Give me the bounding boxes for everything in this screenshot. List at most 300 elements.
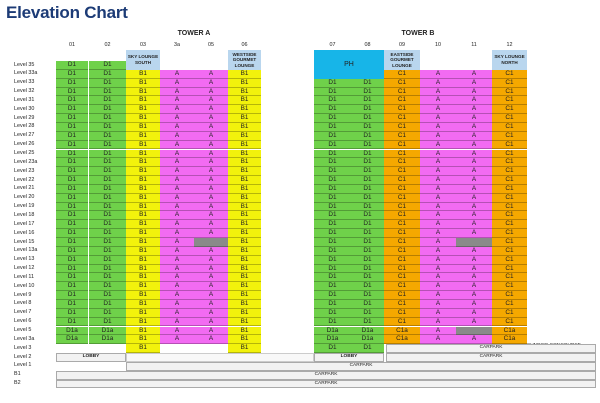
unit-cell: A bbox=[420, 203, 456, 212]
unit-cell: B1 bbox=[126, 282, 160, 291]
unit-cell: D1 bbox=[314, 203, 351, 212]
level-label: Level 6 bbox=[14, 318, 32, 325]
unit-cell: C1 bbox=[384, 291, 420, 300]
unit-cell: C1 bbox=[492, 238, 527, 247]
unit-cell: A bbox=[160, 123, 194, 132]
unit-cell: C1 bbox=[492, 211, 527, 220]
unit-cell: A bbox=[420, 141, 456, 150]
unit-cell: D1 bbox=[56, 256, 88, 265]
unit-cell: A bbox=[420, 309, 456, 318]
unit-cell: D1 bbox=[56, 185, 88, 194]
level-label: Level 21 bbox=[14, 185, 35, 192]
unit-cell: D1 bbox=[314, 79, 351, 88]
unit-cell: D1 bbox=[351, 203, 384, 212]
unit-cell: A bbox=[160, 114, 194, 123]
unit-cell: D1 bbox=[89, 247, 126, 256]
tower-b-label: TOWER B bbox=[401, 30, 435, 37]
level-label: Level 9 bbox=[14, 291, 32, 298]
unit-cell: D1 bbox=[56, 150, 88, 159]
unit-cell: A bbox=[420, 158, 456, 167]
unit-cell: B1 bbox=[228, 265, 261, 274]
unit-cell: C1 bbox=[492, 88, 527, 97]
column-header-01: 01 bbox=[69, 42, 75, 48]
unit-cell: B1 bbox=[228, 247, 261, 256]
unit-cell: D1 bbox=[314, 247, 351, 256]
unit-cell: D1 bbox=[56, 88, 88, 97]
unit-cell: D1 bbox=[351, 273, 384, 282]
unit-cell: D1 bbox=[314, 158, 351, 167]
unit-cell: D1 bbox=[56, 211, 88, 220]
unit-cell: D1 bbox=[314, 114, 351, 123]
unit-cell: A bbox=[420, 185, 456, 194]
unit-cell: D1 bbox=[56, 132, 88, 141]
unit-cell: D1 bbox=[351, 220, 384, 229]
level-label: Level 8 bbox=[14, 300, 32, 307]
unit-cell: C1 bbox=[492, 158, 527, 167]
unit-cell: A bbox=[456, 114, 492, 123]
unit-cell: D1 bbox=[314, 150, 351, 159]
unit-cell: A bbox=[456, 141, 492, 150]
unit-cell: A bbox=[456, 220, 492, 229]
unit-cell: D1 bbox=[314, 88, 351, 97]
unit-cell: A bbox=[160, 273, 194, 282]
unit-cell: A bbox=[420, 247, 456, 256]
carpark-level-3: CARPARK bbox=[386, 344, 596, 353]
unit-cell: A bbox=[160, 220, 194, 229]
unit-cell: D1 bbox=[56, 291, 88, 300]
unit-cell: D1 bbox=[314, 273, 351, 282]
unit-cell: D1 bbox=[89, 70, 126, 79]
unit-cell: A bbox=[194, 203, 228, 212]
unit-cell: A bbox=[420, 114, 456, 123]
unit-cell: D1a bbox=[89, 327, 126, 336]
column-header-07: 07 bbox=[329, 42, 336, 48]
unit-cell: D1 bbox=[89, 211, 126, 220]
unit-cell: A bbox=[160, 96, 194, 105]
unit-cell: D1 bbox=[314, 141, 351, 150]
unit-cell: B1 bbox=[126, 79, 160, 88]
unit-cell: A bbox=[160, 309, 194, 318]
lobby-tower-b: LOBBY bbox=[314, 353, 384, 362]
column-header-09: 09 bbox=[399, 42, 405, 48]
level-label: Level 29 bbox=[14, 114, 35, 121]
unit-cell: A bbox=[160, 70, 194, 79]
unit-cell: A bbox=[194, 167, 228, 176]
unit-cell: A bbox=[160, 229, 194, 238]
unit-cell: C1 bbox=[492, 265, 527, 274]
column-header-08: 08 bbox=[364, 42, 371, 48]
unit-cell: C1 bbox=[384, 123, 420, 132]
void-cell bbox=[456, 327, 492, 336]
unit-cell: D1 bbox=[351, 238, 384, 247]
unit-cell: B1 bbox=[228, 282, 261, 291]
unit-cell: A bbox=[194, 220, 228, 229]
unit-cell: D1 bbox=[351, 167, 384, 176]
unit-cell: D1 bbox=[351, 141, 384, 150]
unit-cell: C1 bbox=[384, 194, 420, 203]
unit-cell: D1 bbox=[56, 282, 88, 291]
unit-cell: D1 bbox=[89, 318, 126, 327]
unit-cell: A bbox=[456, 256, 492, 265]
unit-cell: A bbox=[456, 318, 492, 327]
unit-cell: A bbox=[420, 256, 456, 265]
unit-cell: B1 bbox=[228, 344, 261, 353]
unit-cell: D1 bbox=[89, 114, 126, 123]
unit-cell: D1a bbox=[56, 327, 88, 336]
unit-cell: A bbox=[160, 318, 194, 327]
level-label: Level 23a bbox=[14, 158, 38, 165]
unit-cell: B1 bbox=[228, 194, 261, 203]
unit-cell: B1 bbox=[126, 247, 160, 256]
level-label: Level 18 bbox=[14, 211, 35, 218]
unit-cell: D1 bbox=[56, 70, 88, 79]
unit-cell: B1 bbox=[228, 150, 261, 159]
unit-cell: D1 bbox=[89, 229, 126, 238]
unit-cell: A bbox=[194, 273, 228, 282]
sky-lounge-south-block: SKY LOUNGE SOUTH bbox=[126, 50, 160, 70]
unit-cell: B1 bbox=[228, 309, 261, 318]
unit-cell: A bbox=[160, 158, 194, 167]
unit-cell: D1 bbox=[351, 291, 384, 300]
unit-cell: D1 bbox=[314, 123, 351, 132]
unit-cell: A bbox=[456, 88, 492, 97]
unit-cell: A bbox=[420, 273, 456, 282]
level-label: Level 30 bbox=[14, 105, 35, 112]
unit-cell: A bbox=[160, 327, 194, 336]
unit-cell: A bbox=[194, 309, 228, 318]
unit-cell: B1 bbox=[126, 114, 160, 123]
unit-cell: A bbox=[420, 327, 456, 336]
unit-cell: B1 bbox=[126, 344, 160, 353]
unit-cell: D1 bbox=[89, 141, 126, 150]
unit-cell: D1 bbox=[351, 79, 384, 88]
unit-cell: A bbox=[456, 185, 492, 194]
unit-cell: D1 bbox=[56, 203, 88, 212]
unit-cell: D1 bbox=[351, 88, 384, 97]
unit-cell: C1 bbox=[384, 282, 420, 291]
unit-cell: B1 bbox=[126, 194, 160, 203]
unit-cell: D1 bbox=[314, 220, 351, 229]
unit-cell: A bbox=[160, 265, 194, 274]
unit-cell: D1 bbox=[314, 344, 351, 353]
unit-cell: A bbox=[456, 309, 492, 318]
level-label: Level 3 bbox=[14, 344, 32, 351]
unit-cell: B1 bbox=[126, 88, 160, 97]
unit-cell: A bbox=[420, 220, 456, 229]
unit-cell: B1 bbox=[126, 70, 160, 79]
unit-cell: A bbox=[420, 211, 456, 220]
unit-cell: C1 bbox=[492, 203, 527, 212]
unit-cell: D1 bbox=[89, 203, 126, 212]
level-label: Level 17 bbox=[14, 220, 35, 227]
unit-cell: A bbox=[160, 291, 194, 300]
unit-cell: D1 bbox=[89, 238, 126, 247]
unit-cell: C1 bbox=[492, 70, 527, 79]
unit-cell: B1 bbox=[228, 167, 261, 176]
unit-cell: C1 bbox=[492, 318, 527, 327]
unit-cell: C1a bbox=[384, 327, 420, 336]
unit-cell: C1 bbox=[384, 300, 420, 309]
unit-cell: D1 bbox=[89, 309, 126, 318]
unit-cell: C1 bbox=[384, 247, 420, 256]
unit-cell: B1 bbox=[228, 256, 261, 265]
unit-cell: A bbox=[194, 300, 228, 309]
level-label: Level 1 bbox=[14, 362, 32, 369]
unit-cell: A bbox=[420, 291, 456, 300]
unit-cell: D1 bbox=[314, 265, 351, 274]
level-label: Level 33 bbox=[14, 79, 35, 86]
unit-cell: D1 bbox=[314, 176, 351, 185]
unit-cell: C1 bbox=[492, 114, 527, 123]
level-label: Level 25 bbox=[14, 150, 35, 156]
unit-cell: A bbox=[456, 105, 492, 114]
unit-cell: A bbox=[456, 265, 492, 274]
unit-cell: B1 bbox=[228, 203, 261, 212]
sky-lounge-north-block: SKY LOUNGE NORTH bbox=[492, 50, 527, 70]
unit-cell: D1 bbox=[314, 194, 351, 203]
unit-cell: C1 bbox=[492, 96, 527, 105]
unit-cell: A bbox=[456, 291, 492, 300]
level-label: Level 11 bbox=[14, 273, 34, 280]
unit-cell: C1 bbox=[492, 247, 527, 256]
unit-cell: A bbox=[194, 150, 228, 159]
unit-cell: D1 bbox=[89, 105, 126, 114]
unit-cell: D1 bbox=[89, 185, 126, 194]
unit-cell: D1 bbox=[314, 132, 351, 141]
unit-cell: C1 bbox=[492, 79, 527, 88]
unit-cell: A bbox=[160, 150, 194, 159]
unit-cell: A bbox=[420, 194, 456, 203]
unit-cell: C1 bbox=[492, 229, 527, 238]
unit-cell: B1 bbox=[228, 158, 261, 167]
unit-cell: A bbox=[160, 300, 194, 309]
unit-cell: A bbox=[160, 105, 194, 114]
unit-cell: A bbox=[194, 265, 228, 274]
unit-cell: D1a bbox=[351, 327, 384, 336]
level-label: Level 26 bbox=[14, 141, 35, 148]
void-cell bbox=[194, 238, 228, 247]
unit-cell: B1 bbox=[126, 335, 160, 344]
column-header-12: 12 bbox=[506, 42, 513, 48]
unit-cell: D1 bbox=[89, 88, 126, 97]
unit-cell: D1 bbox=[314, 167, 351, 176]
unit-cell: D1 bbox=[56, 176, 88, 185]
unit-cell: B1 bbox=[126, 256, 160, 265]
unit-cell: D1 bbox=[351, 96, 384, 105]
unit-cell: D1a bbox=[89, 335, 126, 344]
unit-cell: B1 bbox=[228, 114, 261, 123]
unit-cell: C1 bbox=[492, 167, 527, 176]
level-label: Level 10 bbox=[14, 282, 35, 289]
unit-cell: A bbox=[194, 327, 228, 336]
unit-cell: C1 bbox=[492, 256, 527, 265]
level-label: Level 23 bbox=[14, 167, 35, 174]
unit-cell: D1 bbox=[56, 167, 88, 176]
unit-cell: B1 bbox=[228, 327, 261, 336]
unit-cell: A bbox=[420, 238, 456, 247]
level-label: Level 16 bbox=[14, 229, 35, 236]
level-label: Level 35 bbox=[14, 61, 35, 68]
unit-cell: B1 bbox=[126, 123, 160, 132]
unit-cell: D1a bbox=[56, 335, 88, 344]
unit-cell: B1 bbox=[126, 229, 160, 238]
unit-cell: B1 bbox=[228, 291, 261, 300]
unit-cell: A bbox=[420, 335, 456, 344]
unit-cell: A bbox=[194, 123, 228, 132]
level-label: Level 13a bbox=[14, 247, 38, 254]
unit-cell: C1 bbox=[384, 70, 420, 79]
unit-cell: D1 bbox=[314, 105, 351, 114]
unit-cell: C1 bbox=[384, 141, 420, 150]
unit-cell: D1 bbox=[351, 158, 384, 167]
unit-cell: B1 bbox=[126, 185, 160, 194]
unit-cell: A bbox=[194, 114, 228, 123]
carpark-b1: CARPARK bbox=[56, 371, 596, 380]
unit-cell: B1 bbox=[126, 167, 160, 176]
unit-cell: B1 bbox=[126, 203, 160, 212]
unit-cell: A bbox=[456, 203, 492, 212]
unit-cell: D1 bbox=[351, 318, 384, 327]
unit-cell: C1 bbox=[384, 158, 420, 167]
unit-cell: D1 bbox=[56, 247, 88, 256]
unit-cell: A bbox=[456, 70, 492, 79]
unit-cell: B1 bbox=[228, 70, 261, 79]
unit-cell: B1 bbox=[228, 132, 261, 141]
unit-cell: A bbox=[420, 70, 456, 79]
unit-cell: D1 bbox=[351, 256, 384, 265]
level-label: Level 5 bbox=[14, 327, 32, 333]
unit-cell: D1a bbox=[314, 335, 351, 344]
unit-cell: A bbox=[420, 96, 456, 105]
unit-cell: C1 bbox=[492, 282, 527, 291]
unit-cell: D1 bbox=[351, 194, 384, 203]
unit-cell: A bbox=[160, 132, 194, 141]
level-label: Level 13 bbox=[14, 256, 35, 263]
unit-cell: B1 bbox=[228, 300, 261, 309]
level-label: Level 22 bbox=[14, 176, 35, 183]
unit-cell: A bbox=[420, 150, 456, 159]
unit-cell: D1 bbox=[314, 229, 351, 238]
unit-cell: A bbox=[420, 88, 456, 97]
unit-cell: B1 bbox=[126, 211, 160, 220]
unit-cell: B1 bbox=[126, 220, 160, 229]
unit-cell: A bbox=[194, 185, 228, 194]
unit-cell: A bbox=[456, 167, 492, 176]
unit-cell: A bbox=[420, 167, 456, 176]
unit-cell: D1 bbox=[89, 265, 126, 274]
void-cell bbox=[456, 238, 492, 247]
unit-cell: C1 bbox=[384, 211, 420, 220]
westside-gourmet-lounge-block: WESTSIDE GOURMET LOUNGE bbox=[228, 50, 261, 70]
unit-cell: D1 bbox=[56, 220, 88, 229]
unit-cell: A bbox=[456, 96, 492, 105]
unit-cell: A bbox=[194, 256, 228, 265]
unit-cell: C1 bbox=[492, 291, 527, 300]
unit-cell: A bbox=[420, 79, 456, 88]
unit-cell: A bbox=[420, 132, 456, 141]
unit-cell: B1 bbox=[228, 123, 261, 132]
column-header-06: 06 bbox=[241, 42, 248, 48]
level-label: Level 20 bbox=[14, 194, 35, 201]
unit-cell: A bbox=[456, 79, 492, 88]
unit-cell: A bbox=[160, 185, 194, 194]
level-label: Level 15 bbox=[14, 238, 35, 245]
unit-cell: D1 bbox=[351, 211, 384, 220]
unit-cell: D1 bbox=[89, 220, 126, 229]
unit-cell: D1 bbox=[351, 282, 384, 291]
unit-cell: C1 bbox=[384, 185, 420, 194]
unit-cell: D1 bbox=[56, 238, 88, 247]
unit-cell: C1 bbox=[384, 88, 420, 97]
lobby-tower-a: LOBBY bbox=[56, 353, 126, 362]
unit-cell: A bbox=[456, 335, 492, 344]
unit-cell: D1 bbox=[314, 318, 351, 327]
unit-cell: C1 bbox=[384, 238, 420, 247]
unit-cell: A bbox=[194, 96, 228, 105]
carpark-level-2-east: CARPARK bbox=[386, 353, 596, 362]
unit-cell: D1 bbox=[351, 185, 384, 194]
unit-cell: D1 bbox=[89, 132, 126, 141]
unit-cell: D1a bbox=[351, 335, 384, 344]
unit-cell: D1 bbox=[351, 300, 384, 309]
unit-cell: A bbox=[160, 141, 194, 150]
unit-cell: A bbox=[194, 79, 228, 88]
unit-cell: A bbox=[456, 150, 492, 159]
unit-cell: C1 bbox=[384, 265, 420, 274]
unit-cell: B1 bbox=[228, 105, 261, 114]
unit-cell: C1 bbox=[384, 96, 420, 105]
unit-cell: C1 bbox=[384, 220, 420, 229]
unit-cell: D1 bbox=[89, 291, 126, 300]
carpark-level-2 bbox=[126, 353, 314, 362]
unit-cell: B1 bbox=[126, 318, 160, 327]
unit-cell: A bbox=[420, 318, 456, 327]
unit-cell: D1 bbox=[89, 300, 126, 309]
unit-cell: A bbox=[456, 123, 492, 132]
level-label: Level 19 bbox=[14, 203, 35, 210]
unit-cell: B1 bbox=[126, 273, 160, 282]
level-label: Level 3a bbox=[14, 335, 35, 342]
unit-cell: D1 bbox=[56, 273, 88, 282]
column-header-11: 11 bbox=[471, 42, 477, 48]
unit-cell: A bbox=[420, 105, 456, 114]
unit-cell: A bbox=[456, 282, 492, 291]
unit-cell: A bbox=[456, 229, 492, 238]
unit-cell: D1 bbox=[351, 114, 384, 123]
unit-cell: D1 bbox=[89, 158, 126, 167]
unit-cell: B1 bbox=[228, 185, 261, 194]
unit-cell: B1 bbox=[228, 141, 261, 150]
unit-cell: D1 bbox=[89, 61, 126, 70]
column-header-03: 03 bbox=[140, 42, 146, 48]
level-label: Level 33a bbox=[14, 70, 38, 77]
unit-cell: C1 bbox=[384, 79, 420, 88]
unit-cell: A bbox=[160, 256, 194, 265]
unit-cell: A bbox=[160, 211, 194, 220]
unit-cell: D1 bbox=[56, 158, 88, 167]
unit-cell: C1 bbox=[384, 132, 420, 141]
level-label: Level 31 bbox=[14, 96, 35, 103]
unit-cell: B1 bbox=[126, 158, 160, 167]
unit-cell: D1 bbox=[56, 141, 88, 150]
column-header-05: 05 bbox=[208, 42, 214, 48]
level-label: Level 32 bbox=[14, 88, 35, 95]
unit-cell: D1 bbox=[56, 105, 88, 114]
unit-cell: B1 bbox=[228, 88, 261, 97]
unit-cell: C1 bbox=[384, 105, 420, 114]
unit-cell: A bbox=[194, 105, 228, 114]
unit-cell: D1 bbox=[56, 96, 88, 105]
